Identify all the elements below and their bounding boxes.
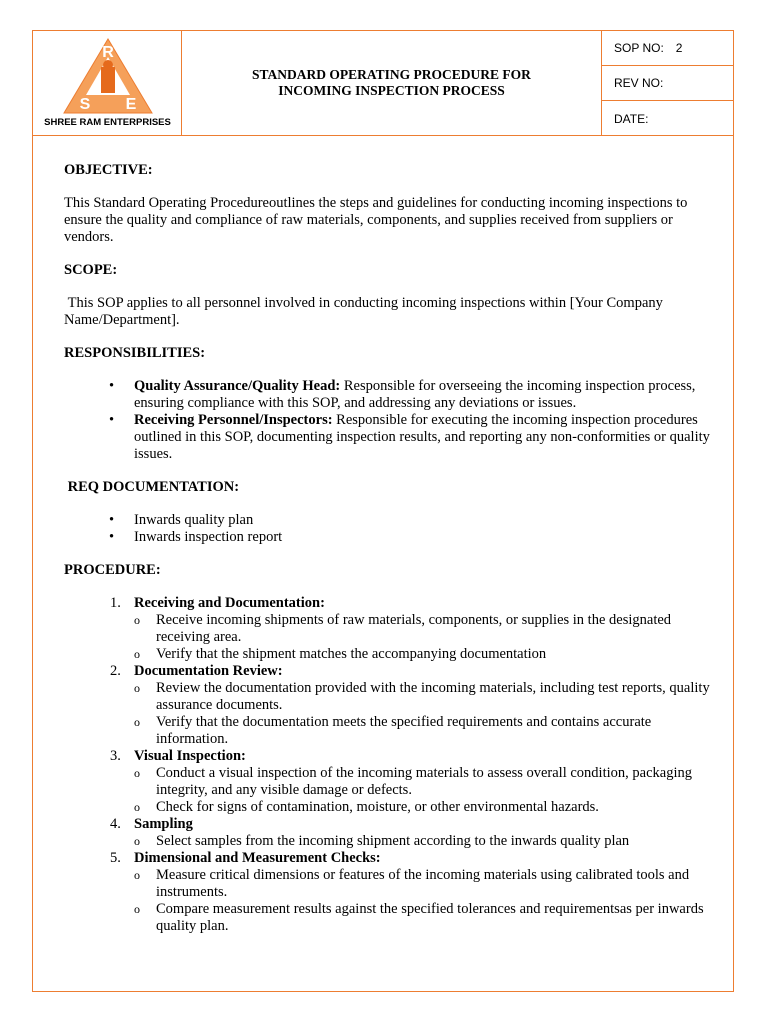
responsibility-label: Receiving Personnel/Inspectors: (134, 412, 333, 428)
logo-cell (33, 31, 182, 135)
step-number: 1. (110, 595, 121, 611)
sop-no-label: SOP NO: (614, 41, 664, 55)
procedure-step (64, 816, 724, 850)
documentation-heading: REQ DOCUMENTATION: (64, 479, 240, 495)
step-number: 2. (110, 663, 121, 679)
step-title: Receiving and Documentation: (134, 595, 325, 611)
documentation-list (64, 512, 724, 546)
sub-item: o Measure critical dimensions or features of the incoming materials using calibrated tools and instruments. (134, 867, 724, 901)
title-line-1: STANDARD OPERATING PROCEDURE FOR (252, 67, 531, 82)
logo-letter-left: S (79, 96, 91, 113)
sub-item: o Check for signs of contamination, moisture, or other environmental hazards. (134, 799, 724, 816)
document-title (182, 31, 602, 135)
document-header (33, 31, 733, 136)
rev-no-label: REV NO: (614, 76, 664, 90)
sub-item: o Verify that the shipment matches the accompanying documentation (134, 646, 724, 663)
responsibility-text: Responsible for overseeing the incoming inspection process, ensuring compliance with this SOP, and addressing any deviations or issues. (134, 378, 696, 411)
sop-no-row (602, 31, 733, 66)
step-title: Visual Inspection: (134, 748, 246, 764)
objective-text: This Standard Operating Procedureoutlines the steps and guidelines for conducting incoming inspections to ensure the quality and compliance of raw materials, components, and supplies received from suppliers or vendors. (64, 195, 688, 245)
step-number: 4. (110, 816, 121, 832)
step-number: 5. (110, 850, 121, 866)
step-title: Dimensional and Measurement Checks: (134, 850, 381, 866)
step-number: 3. (110, 748, 121, 764)
rev-no-row (602, 66, 733, 101)
sub-item: o Review the documentation provided with the incoming materials, including test reports, quality assurance documents. (134, 680, 724, 714)
sub-item: o Receive incoming shipments of raw materials, components, or supplies in the designated receiving area. (134, 612, 724, 646)
procedure-step (64, 748, 724, 816)
procedure-heading: PROCEDURE: (64, 562, 161, 578)
sub-item: o Select samples from the incoming shipment according to the inwards quality plan (134, 833, 724, 850)
procedure-step (64, 850, 724, 935)
scope-text: This SOP applies to all personnel involved in conducting incoming inspections within [Your Company Name/Department]. (64, 295, 667, 328)
list-item: • Inwards inspection report (64, 529, 724, 546)
list-item (64, 412, 724, 463)
step-title: Sampling (134, 816, 193, 832)
objective-heading: OBJECTIVE: (64, 162, 153, 178)
list-item (64, 378, 724, 412)
date-row (602, 101, 733, 136)
company-name: SHREE RAM ENTERPRISES (44, 117, 171, 128)
procedure-step (64, 663, 724, 748)
company-logo (62, 37, 154, 115)
responsibilities-heading: RESPONSIBILITIES: (64, 345, 206, 361)
title-line-2: INCOMING INSPECTION PROCESS (278, 83, 505, 98)
sop-no-value: 2 (675, 41, 683, 55)
procedure-step (64, 595, 724, 663)
responsibility-text: Responsible for executing the incoming inspection procedures outlined in this SOP, documenting inspection results, and reporting any non-conformities or quality issues. (134, 412, 710, 462)
step-title: Documentation Review: (134, 663, 283, 679)
sub-item: o Compare measurement results against the specified tolerances and requirementsas per inwards quality plan. (134, 901, 724, 935)
sub-item: o Verify that the documentation meets the specified requirements and contains accurate information. (134, 714, 724, 748)
sub-item: o Conduct a visual inspection of the incoming materials to assess overall condition, packaging integrity, and any visible damage or defects. (134, 765, 724, 799)
logo-letter-top: R (102, 44, 114, 61)
logo-letter-right: E (125, 96, 137, 113)
procedure-list (64, 595, 724, 935)
list-item: • Inwards quality plan (64, 512, 724, 529)
meta-cell (602, 31, 733, 135)
responsibilities-list (64, 378, 724, 463)
document-body (64, 162, 724, 935)
scope-heading: SCOPE: (64, 262, 118, 278)
date-label: DATE: (614, 111, 649, 126)
responsibility-label: Quality Assurance/Quality Head: (134, 378, 341, 394)
